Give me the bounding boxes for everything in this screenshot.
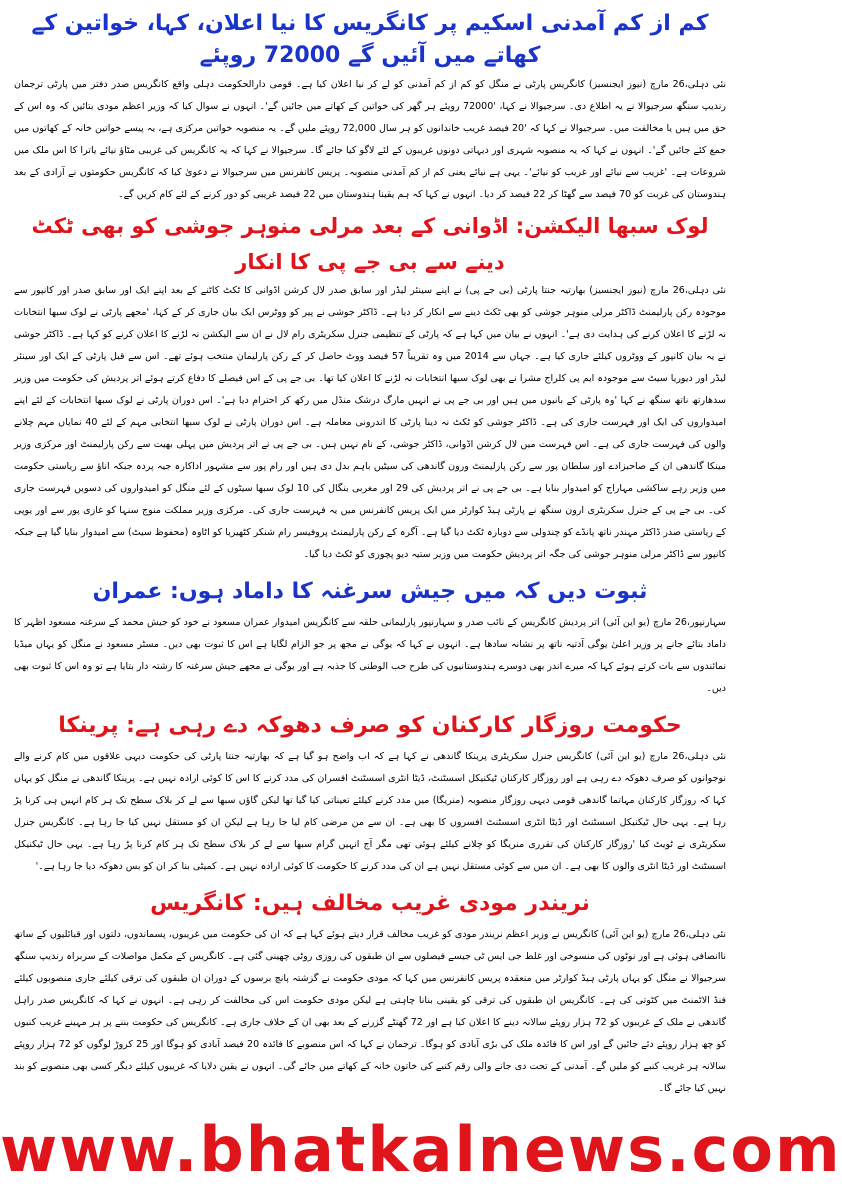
article-imran: [0, 566, 740, 700]
article-modi-anti-poor: [0, 878, 740, 1100]
article-priyanka: [0, 700, 740, 878]
headline-priyanka: حکومت روزگار کارکنان کو صرف دھوکہ دے رہی ہے: پرینکا: [58, 713, 682, 738]
headline-imran: ثبوت دیں کہ میں جیش سرغنہ کا داماد ہوں: عمران: [92, 579, 648, 604]
headline-joshi-ticket: لوک سبھا الیکشن: اڈوانی کے بعد مرلی منوہر جوشی کو بھی ٹکٹ دینے سے بی جے پی کا انکار: [31, 214, 709, 274]
site-footer-url[interactable]: www.bhatkalnews.com: [0, 1113, 842, 1186]
body-priyanka: نئی دہلی،26 مارچ (یو این آئی) کانگریس جنرل سکریٹری پرینکا گاندھی نے کہا ہے کہ اب واضح ہو گیا ہے کہ بھارتیہ جنتا پارٹی کی حکومت دیہی علاقوں میں کام کرنے والے نوجوانوں کو صرف دھوکہ دے رہی ہے اور روزگار کارکنان ٹیکنیکل اسسٹنٹ، ڈیٹا انٹری اسسٹنٹ افسران کی مدد کرنے کا اس کا کوئی ارادہ نہیں ہے۔ پرینکا گاندھی نے منگل کو یہاں کہا کہ روزگار کارکنان مہاتما گاندھی قومی دیہی روزگار منصوبہ (منریگا) میں مدد کرنے کیلئے تعیناتی کیا گیا تھا لیکن گاؤں سبھا سے لے کر بلاک سطح تک ہر کام انہیں ہی کرنا پڑ رہا ہے۔ یہی حال ٹیکنیکل اسسٹنٹ اور ڈیٹا انٹری اسسٹنٹ افسروں کا بھی ہے۔ ان سے من مرضی کام لیا جا رہا ہے لیکن ان کو مستقل نہیں کیا جا رہا ہے۔ کانگریس جنرل سکریٹری نے ٹویٹ کیا 'روزگار کارکنان کی تقرری منریگا کو چلانے کیلئے ہوئی تھی مگر آج انہیں گرام سبھا سے لے کر بلاک سطح تک ہر کام کرنا پڑ رہا ہے۔ یہی حال ٹیکنیکل اسسٹنٹ اور ڈیٹا انٹری والوں کا بھی ہے۔ ان میں سے کوئی مستقل نہیں ہے ان کی مدد کرنے کا حکومت کا کوئی ارادہ نہیں ہے۔ کمیٹی بنا کر ان کو بس دھوکہ دیا جا رہا ہے۔': [14, 751, 727, 872]
article-income-scheme: [0, 0, 740, 206]
article-joshi-ticket: [0, 206, 740, 566]
body-modi-anti-poor: نئی دہلی،26 مارچ (یو این آئی) کانگریس نے وزیر اعظم نریندر مودی کو غریب مخالف قرار دیتے ہوئے کہا ہے کہ ان کی حکومت میں غریبوں، پسماندوں، دلتوں اور قبائلیوں کے ساتھ ناانصافی ہوئی ہے اور نوٹوں کی منسوخی اور غلط جی ایس ٹی جیسے فیصلوں سے ان طبقوں کی روزی روٹی چھینی گئی ہے۔ کانگریس کے مکمل مواصلات کے سربراہ رندیپ سنگھ سرجیوالا نے منگل کو یہاں پارٹی ہیڈ کوارٹر میں منعقدہ پریس کانفرنس میں کہا کہ مودی حکومت نے گزشتہ پانچ برسوں کے دوران ان طبقوں کی ترقی کیلئے جاری منصوبوں کیلئے فنڈ الاٹمنٹ میں کٹوتی کی ہے۔ کانگریس ان طبقوں کی ترقی کو یقینی بنانا چاہتی ہے لیکن مودی حکومت اس کی مخالفت کر رہی ہے۔ انہوں نے کہا کہ کانگریس صدر راہل گاندھی نے ملک کے غریبوں کو 72 ہزار روپئے سالانہ دینے کا اعلان کیا ہے اور 72 گھنٹے گزرنے کے بعد بھی ان کے خلاف جاری ہے۔ کانگریس کی حکومت بننے پر ہر مہینے غریب کنبوں کو چھ ہزار روپئے دئے جائیں گے اور اس کا فائدہ ملک کی بڑی آبادی کو ہوگا۔ ترجمان نے کہا کہ اس منصوبے کا فائدہ 20 فیصد آبادی کو ہوگا اور 25 کروڑ لوگوں کو 72 ہزار روپئے سالانہ ہر غریب کنبے کو ملیں گے۔ آمدنی کے تحت دی جانے والی رقم کنبے کی خاتون خانہ کے کھاتے میں جائے گی۔ انہوں نے یقین دلایا کہ غریبوں کیلئے دیگر کسی بھی منصوبے کو بند نہیں کیا جائے گا۔: [14, 929, 727, 1094]
body-imran: سہارنپور،26 مارچ (یو این آئی) اتر پردیش کانگریس کے نائب صدر و سہارنپور پارلیمانی حلقہ سے کانگریس امیدوار عمران مسعود نے خود کو جیش محمد کے سرغنہ مسعود اظہر کا داماد بتائے جانے پر وزیر اعلیٰ یوگی آدتیہ ناتھ پر نشانہ سادھا ہے۔ انہوں نے کہا کہ یوگی نے مجھ پر جو الزام لگایا ہے اس کا ثبوت بھی دیں۔ مسٹر مسعود نے منگل کو یہاں میڈیا نمائندوں سے بات کرتے ہوئے کہا کہ میرے اندر بھی دوسرے ہندوستانیوں کی طرح حب الوطنی کا جذبہ ہے اور یوگی نے مجھے جیش سرغنہ کا رشتہ دار بتایا ہے تو وہ اس کا ثبوت بھی دیں۔: [13, 617, 726, 694]
body-joshi-ticket: نئی دہلی،26 مارچ (نیوز ایجنسیز) بھارتیہ جنتا پارٹی (بی جے پی) نے اپنے سینئر لیڈر اور سابق صدر لال کرشن اڈوانی کا ٹکٹ کاٹنے کے بعد اپنے ایک اور سابق صدر اور کانپور سے موجودہ رکن پارلیمنٹ ڈاکٹر مرلی منوہر جوشی کو بھی ٹکٹ دینے سے انکار کر دیا ہے۔ ڈاکٹر جوشی نے پیر کو ووٹرس ایک بیان جاری کر کے کہا، 'مجھے پارٹی نے لوک سبھا انتخابات نہ لڑنے کا اعلان کرنے کی ہدایت دی ہے'۔ انہوں نے بیان میں کہا ہے کہ پارٹی کے تنظیمی جنرل سکریٹری رام لال نے ان سے الیکشن نہ لڑنے کا اعلان کرنے کو کہا ہے۔ ڈاکٹر جوشی نے یہ بیان کانپور کے ووٹروں کیلئے جاری کیا ہے۔ جہاں سے 2014 میں وہ تقریباً 57 فیصد ووٹ حاصل کر کے رکن پارلیمان منتخب ہوئے تھے۔ اس سے قبل پارٹی کے ایک اور سینئر لیڈر اور دیوریا سیٹ سے موجودہ ایم پی کلراج مشرا نے بھی لوک سبھا انتخابات نہ لڑنے کا اعلان کیا تھا۔ بی جے پی کے اس فیصلے کا دفاع کرتے ہوئے اتر پردیش کی حکومت میں وزیر سدھارتھ ناتھ سنگھ نے کہا 'وہ پارٹی کے بانیوں میں ہیں اور بی جے پی نے انہیں مارگ درشک منڈل میں رکھ کر احترام دیا ہے'۔ اس دوران پارٹی نے لوک سبھا انتخابات کے لئے اپنے امیدواروں کی ایک اور فہرست جاری کی ہے۔ ڈاکٹر جوشی کو ٹکٹ نہ دینا پارٹی کا اندرونی معاملہ ہے۔ اس دوران پارٹی نے لوک سبھا انتخابی مہم کے لئے 40 نمایاں مہم چلانے والوں کی فہرست جاری کی ہے۔ اس فہرست میں لال کرشن اڈوانی، ڈاکٹر جوشی، کے نام نہیں ہیں۔ بی جے پی نے اتر پردیش میں پہلی بھیت سے رکن پارلیمنٹ اور مرکزی وزیر مینکا گاندھی ان کے صاحبزادے اور سلطان پور سے رکن پارلیمنٹ ورون گاندھی کی سیٹیں باہم بدل دی ہیں اور رام پور سے مشہور اداکارہ جیہ پردہ جبکہ اناؤ سے ریاستی حکومت میں وزیر رہے ساکشی مہاراج کو امیدوار بنایا ہے۔ بی جے پی نے اتر پردیش کی 29 اور مغربی بنگال کی 10 لوک سبھا سیٹوں کے لئے منگل کو امیدواروں کی دسویں فہرست جاری کی۔ بی جے پی کے جنرل سکریٹری ارون سنگھ نے پارٹی ہیڈ کوارٹر میں ایک پریس کانفرنس میں یہ فہرست جاری کی۔ مرکزی وزیر مملکت منوج سنہا کو غازی پور سے اور یوپی کے ریاستی صدر ڈاکٹر مہندر ناتھ پانڈے کو چندولی سے دوبارہ ٹکٹ دیا گیا ہے۔ آگرہ کے رکن پارلیمنٹ پروفیسر رام شنکر کٹھیریا کو اٹاوہ (محفوظ سیٹ) سے امیدوار بنایا گیا ہے جبکہ کانپور سے ڈاکٹر مرلی منوہر جوشی کی جگہ اتر پردیش حکومت میں وزیر ستیہ دیو پچوری کو ٹکٹ دیا گیا۔: [14, 285, 726, 560]
headline-modi-anti-poor: نریندر مودی غریب مخالف ہیں: کانگریس: [150, 891, 590, 916]
body-income-scheme: نئی دہلی،26 مارچ (نیوز ایجنسیز) کانگریس پارٹی نے منگل کو کم از کم آمدنی کو لے کر نیا اعلان کیا ہے۔ قومی دارالحکومت دہلی واقع کانگریس صدر دفتر میں پارٹی ترجمان رندیپ سنگھ سرجیوالا نے یہ اطلاع دی۔ سرجیوالا نے کہا، '72000 روپئے ہر گھر کی خواتین کے کھاتے میں جائیں گے'۔ انہوں نے سوال کیا کہ وزیر اعظم مودی بتائیں کہ وہ اس کے حق میں ہیں یا مخالفت میں۔ سرجیوالا نے کہا کہ '20 فیصد غریب خاندانوں کو ہر سال 72,000 روپئے ملیں گے۔ یہ منصوبہ خواتین مرکزی ہے، یہ پیسے خواتین خانہ کے کھاتوں میں جمع کئے جائیں گے'۔ انہوں نے کہا کہ یہ منصوبہ شہری اور دیہاتی دونوں غریبوں کے لئے لاگو کیا جائے گا۔ سرجیوالا نے کہا کہ یہ کانگریس کی غریبی مٹاؤ نیائے یاترا کا اس ملک میں شروعات ہے۔ 'غریب سے نیائے اور غریب کو نیائے'۔ یہی ہے نیائے یعنی کم از کم آمدنی منصوبہ۔ پریس کانفرنس میں سرجیوالا نے دعویٰ کیا کہ کانگریس حکومتوں نے آزادی کے بعد ہندوستان کی غربت کو 70 فیصد سے گھٹا کر 22 فیصد کر دیا۔ انہوں نے کہا کہ ہم یقینا ہندوستان میں 22 فیصد غریبی کو دور کرنے کے لئے کام کریں گے۔: [14, 79, 727, 200]
headline-income-scheme: کم از کم آمدنی اسکیم پر کانگریس کا نیا اعلان، کہا، خواتین کے کھاتے میں آئیں گے 72000 روپئے: [31, 11, 709, 68]
